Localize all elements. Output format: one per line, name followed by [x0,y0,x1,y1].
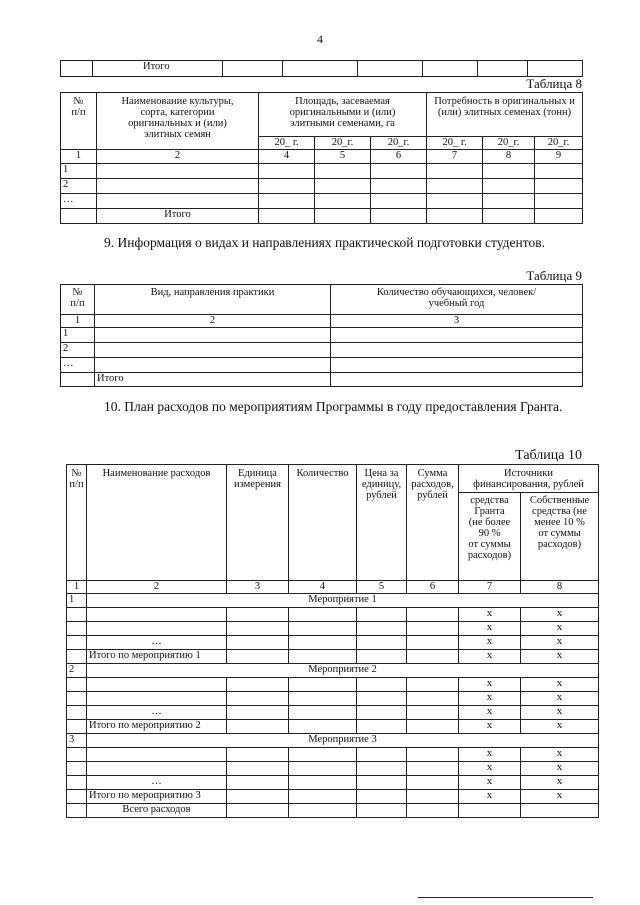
t10-colnum: 6 [407,581,459,594]
t8-year: 20_ г. [259,137,315,150]
t10-colnum: 7 [459,581,521,594]
x-mark: x [459,636,521,650]
page-number: 4 [317,32,323,46]
event-total-row [67,720,599,734]
table-row [67,678,599,692]
x-mark: x [459,608,521,622]
x-mark: x [521,678,599,692]
t10-colnum: 3 [227,581,289,594]
x-mark: x [521,790,599,804]
t10-header-unit: Единица измерения [227,465,289,581]
event-ellipsis: … [87,706,227,720]
table-row [67,622,599,636]
t8-colnum: 5 [315,150,371,164]
event-total-row [67,790,599,804]
t10-header-qty: Количество [289,465,357,581]
event-title: Мероприятие 1 [87,594,599,608]
section-9-text: 9. Информация о видах и направлениях практической подготовки студентов. [104,235,545,250]
event-num: 2 [67,664,87,678]
t10-colnum: 8 [521,581,599,594]
t10-header-sources: Источники финансирования, рублей [459,465,599,493]
x-mark: x [459,692,521,706]
top-total-label: Итого [93,61,223,77]
t8-colnum: 9 [535,150,583,164]
event-total-label: Итого по мероприятию 3 [87,790,227,804]
event-num: 3 [67,734,87,748]
x-mark: x [521,692,599,706]
t8-row-num: 2 [61,179,97,194]
x-mark: x [459,762,521,776]
t9-colnum: 2 [95,315,331,328]
section-10-text: 10. План расходов по мероприятиям Программы в году предоставления Гранта. [104,399,563,414]
t9-row-num: 1 [61,328,95,343]
bottom-rule [418,897,593,898]
t10-header-num: № п/п [67,465,87,581]
x-mark: x [521,608,599,622]
table-row [61,328,583,343]
event-total-row [67,650,599,664]
event-title: Мероприятие 3 [87,734,599,748]
top-table [60,60,583,77]
table8 [60,92,583,224]
table-row [67,762,599,776]
x-mark: x [459,748,521,762]
t8-header-area: Площадь, засеваемая оригинальными и (или) элитными семенами, га [259,93,427,137]
t8-year: 20_г. [535,137,583,150]
t10-header-grant: средства Гранта (не более 90 % от суммы расходов) [459,493,521,581]
t9-row-num: 2 [61,343,95,358]
table9-caption: Таблица 9 [526,268,582,283]
t10-header-name: Наименование расходов [87,465,227,581]
t10-colnum: 1 [67,581,87,594]
event-ellipsis: … [87,776,227,790]
t8-colnum: 8 [483,150,535,164]
x-mark: x [521,748,599,762]
event-total-label: Итого по мероприятию 2 [87,720,227,734]
t9-total-label: Итого [95,373,331,387]
table10-caption: Таблица 10 [515,448,582,463]
t8-header-num: № п/п [61,93,97,150]
x-mark: x [521,762,599,776]
table9 [60,284,583,387]
t8-total-label: Итого [97,209,259,224]
table-row [61,343,583,358]
x-mark: x [521,706,599,720]
t8-row-num: 1 [61,164,97,179]
x-mark: x [521,720,599,734]
t10-header-price: Цена за единицу, рублей [357,465,407,581]
x-mark: x [459,678,521,692]
x-mark: x [459,650,521,664]
table8-caption: Таблица 8 [526,76,582,91]
table-row [61,358,583,373]
table-row [61,164,583,179]
x-mark: x [459,622,521,636]
x-mark: x [521,636,599,650]
event-header-row [67,664,599,678]
table-row [67,692,599,706]
t8-colnum: 1 [61,150,97,164]
table-row [67,706,599,720]
t9-colnum: 1 [61,315,95,328]
event-title: Мероприятие 2 [87,664,599,678]
event-header-row [67,594,599,608]
t9-row-num: … [61,358,95,373]
t10-grand-total-label: Всего расходов [87,804,227,818]
table-row [67,636,599,650]
t8-year: 20_г. [483,137,535,150]
t8-year: 20_г. [371,137,427,150]
t8-colnum: 6 [371,150,427,164]
t8-year: 20_ г. [427,137,483,150]
x-mark: x [521,650,599,664]
t10-colnum: 4 [289,581,357,594]
t10-colnum: 5 [357,581,407,594]
t10-colnum: 2 [87,581,227,594]
t8-year: 20_г. [315,137,371,150]
event-total-label: Итого по мероприятию 1 [87,650,227,664]
table-row [61,179,583,194]
x-mark: x [459,790,521,804]
t8-header-need: Потребность в оригинальных и (или) элитных семенах (тонн) [427,93,583,137]
event-num: 1 [67,594,87,608]
t10-header-sum: Сумма расходов, рублей [407,465,459,581]
table-row [67,748,599,762]
event-header-row [67,734,599,748]
event-ellipsis: … [87,636,227,650]
t8-header-name: Наименование культуры, сорта, категории оригинальных и (или) элитных семян [97,93,259,150]
x-mark: x [459,706,521,720]
table-row [67,608,599,622]
t8-colnum: 4 [259,150,315,164]
t9-header-type: Вид, направления практики [95,285,331,315]
x-mark: x [459,720,521,734]
t8-colnum: 7 [427,150,483,164]
x-mark: x [521,776,599,790]
table-row [67,776,599,790]
table-row [61,194,583,209]
t10-header-own: Собственные средства (не менее 10 % от суммы расходов) [521,493,599,581]
x-mark: x [521,622,599,636]
x-mark: x [459,776,521,790]
t8-row-num: … [61,194,97,209]
table10 [66,464,599,818]
t9-header-num: № п/п [61,285,95,315]
t9-colnum: 3 [331,315,583,328]
t8-colnum: 2 [97,150,259,164]
t9-header-count: Количество обучающихся, человек/ учебный год [331,285,583,315]
